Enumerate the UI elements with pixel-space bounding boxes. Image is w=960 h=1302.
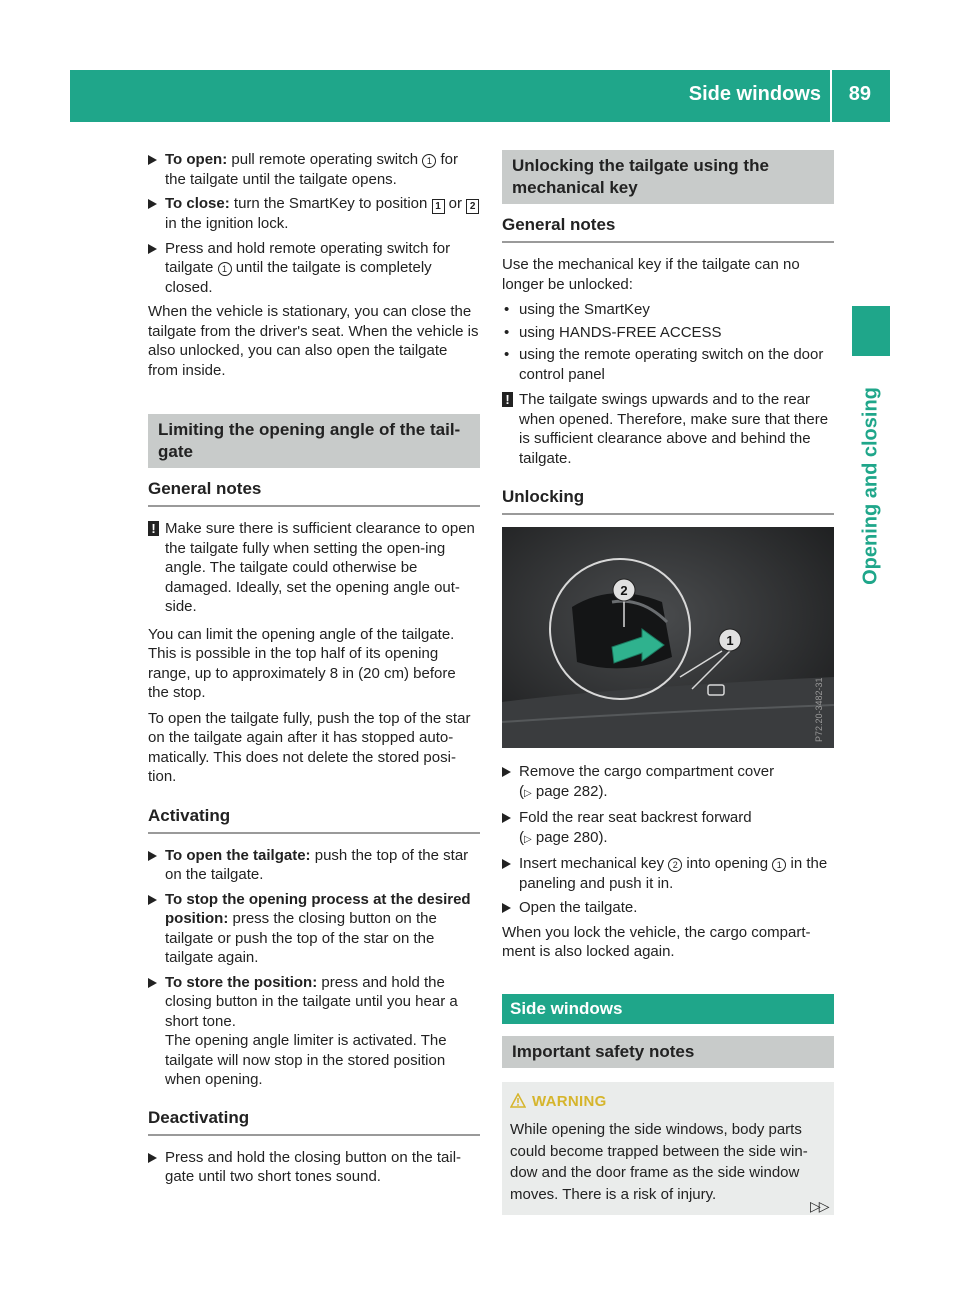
list-item bbox=[502, 345, 834, 384]
step-text: for the tailgate until the tailgate opens. bbox=[165, 151, 459, 188]
header-divider bbox=[830, 70, 832, 122]
section-heading-unlock: Unlocking the tailgate using the mechanical key bbox=[502, 150, 834, 204]
chapter-label: Opening and closing bbox=[859, 387, 882, 585]
step-text: push the top of the star on the tailgate. bbox=[165, 846, 469, 883]
step-result: The opening angle limiter is activated. The tailgate will now stop in the stored position when opening. bbox=[165, 1032, 447, 1088]
step-text: turn the SmartKey to position bbox=[229, 195, 432, 212]
step-activate-open bbox=[148, 846, 480, 885]
caution-note bbox=[502, 390, 834, 468]
continued-icon: ▷▷ bbox=[810, 1198, 828, 1214]
step-arrow-icon bbox=[148, 1153, 157, 1163]
step-fold-backrest: Fold the rear seat backrest forward (▷ page 280). bbox=[502, 808, 834, 849]
right-column bbox=[502, 150, 834, 1215]
step-activate-store bbox=[148, 973, 480, 1090]
callout-2-label: 2 bbox=[620, 583, 628, 598]
note-text: Make sure there is sufficient clearance to open the tailgate fully when setting the open-ing angle. The tailgate could otherwise be damaged. Ideally, set the opening angle out-side. bbox=[165, 520, 475, 615]
callout-1-icon: 1 bbox=[422, 154, 436, 168]
exclamation-icon: ! bbox=[502, 392, 513, 407]
step-text: press the closing button on the tailgate or push the top of the star on the tailgate again. bbox=[165, 910, 437, 966]
list-item-text: using HANDS-FREE ACCESS bbox=[519, 323, 722, 341]
step-bold: To open the tailgate: bbox=[165, 846, 311, 864]
page-ref-link[interactable]: page 282). bbox=[535, 782, 608, 800]
bullet-icon: • bbox=[504, 323, 510, 341]
paragraph: To open the tailgate fully, push the top of the star on the tailgate again after it has stopped auto-matically. This does not delete the stored posi-tion. bbox=[148, 709, 471, 785]
page-header bbox=[70, 70, 890, 122]
step-arrow-icon bbox=[148, 978, 157, 988]
header-title: Side windows bbox=[688, 83, 821, 105]
list-item-text: using the remote operating switch on the door control panel bbox=[519, 346, 824, 383]
callout-1-icon: 1 bbox=[218, 262, 232, 276]
left-column bbox=[148, 150, 480, 1192]
tailgate-lock-illustration bbox=[502, 527, 834, 748]
chapter-tab bbox=[852, 306, 890, 356]
step-arrow-icon bbox=[502, 767, 511, 777]
step-text: until the tailgate is completely closed. bbox=[165, 259, 432, 296]
step-close bbox=[148, 194, 480, 234]
callout-2-icon: 2 bbox=[668, 858, 682, 872]
page-number: 89 bbox=[848, 83, 871, 105]
list-item bbox=[502, 300, 834, 320]
page-ref-link[interactable]: page 280). bbox=[535, 828, 608, 846]
step-open bbox=[148, 150, 480, 189]
step-text: pull remote operating switch bbox=[227, 151, 423, 168]
step-arrow-icon bbox=[502, 859, 511, 869]
callout-1-label: 1 bbox=[726, 633, 734, 648]
step-text: Press and hold remote operating switch for tailgate bbox=[165, 239, 451, 276]
step-text: or bbox=[444, 195, 467, 212]
warning-title bbox=[510, 1092, 826, 1112]
list-item-text: using the SmartKey bbox=[519, 301, 650, 318]
section-heading-limit: Limiting the opening angle of the tail-gate bbox=[148, 414, 480, 468]
subheading-unlocking: Unlocking bbox=[502, 486, 834, 515]
step-deactivate bbox=[148, 1148, 480, 1187]
step-arrow-icon bbox=[502, 813, 511, 823]
step-text: Press and hold the closing button on the tail-gate until two short tones sound. bbox=[165, 1148, 462, 1185]
step-bold: To close: bbox=[165, 195, 230, 212]
step-arrow-icon bbox=[148, 895, 157, 905]
paragraph: Use the mechanical key if the tailgate can no longer be unlocked: bbox=[502, 256, 800, 293]
warning-triangle-icon bbox=[510, 1093, 526, 1108]
step-arrow-icon bbox=[148, 244, 157, 254]
step-arrow-icon bbox=[148, 199, 157, 209]
step-arrow-icon bbox=[148, 851, 157, 861]
step-activate-stop bbox=[148, 890, 480, 968]
subheading-general-notes: General notes bbox=[502, 214, 834, 243]
paragraph: When you lock the vehicle, the cargo compart-ment is also locked again. bbox=[502, 923, 811, 960]
step-text: Open the tailgate. bbox=[519, 899, 638, 916]
step-text: Insert mechanical key bbox=[519, 855, 669, 872]
warning-title-text: WARNING bbox=[532, 1092, 607, 1110]
exclamation-icon: ! bbox=[148, 521, 159, 536]
subheading-deactivating: Deactivating bbox=[148, 1107, 480, 1136]
step-text: Fold the rear seat backrest forward bbox=[519, 809, 752, 826]
photo-code: P72.20-3482-31 bbox=[814, 677, 824, 742]
step-text: in the ignition lock. bbox=[165, 215, 289, 232]
step-text: into opening bbox=[682, 855, 773, 872]
step-press-hold bbox=[148, 239, 480, 298]
step-remove-cover: Remove the cargo compartment cover (▷ page 282). bbox=[502, 762, 834, 803]
step-bold: To store the position: bbox=[165, 973, 318, 991]
warning-text: While opening the side windows, body parts could become trapped between the side win-dow and the door frame as the side window moves. There is a risk of injury. bbox=[510, 1121, 808, 1203]
caution-note bbox=[148, 519, 480, 617]
page-ref-icon: ▷ bbox=[524, 787, 532, 799]
bullet-icon: • bbox=[504, 301, 510, 318]
step-text: press and hold the closing button in the tailgate until you hear a short tone. bbox=[165, 973, 458, 1030]
step-arrow-icon bbox=[148, 155, 157, 165]
step-arrow-icon bbox=[502, 903, 511, 913]
step-insert-key bbox=[502, 854, 834, 893]
paragraph: You can limit the opening angle of the tailgate. This is possible in the top half of its opening range, up to approximately 8 in (20 cm) before the stop. bbox=[148, 625, 456, 701]
section-heading-safety: Important safety notes bbox=[502, 1036, 834, 1068]
bullet-icon: • bbox=[504, 346, 510, 363]
key-position-2-icon: 2 bbox=[466, 199, 479, 214]
key-position-1-icon: 1 bbox=[432, 199, 445, 214]
paragraph: When the vehicle is stationary, you can close the tailgate from the driver's seat. When the vehicle is also unlocked, you can also open the tailgate from inside. bbox=[148, 303, 479, 379]
subheading-activating: Activating bbox=[148, 805, 480, 834]
callout-1-icon: 1 bbox=[772, 858, 786, 872]
step-text: Remove the cargo compartment cover bbox=[519, 763, 775, 780]
page-ref-icon: ▷ bbox=[524, 833, 532, 845]
tailgate-lock-photo bbox=[502, 527, 834, 748]
step-bold: To stop the opening process at the desired position: bbox=[165, 890, 471, 927]
step-text: in the paneling and push it in. bbox=[519, 855, 828, 892]
note-text: The tailgate swings upwards and to the rear when opened. Therefore, make sure that there is sufficient clearance above and behind the tailgate. bbox=[519, 391, 829, 467]
step-bold: To open: bbox=[165, 151, 228, 168]
list-item bbox=[502, 323, 834, 343]
section-heading-side-windows: Side windows bbox=[502, 994, 834, 1024]
step-open-tailgate bbox=[502, 898, 834, 918]
subheading-general-notes: General notes bbox=[148, 478, 480, 507]
warning-box bbox=[502, 1082, 834, 1216]
